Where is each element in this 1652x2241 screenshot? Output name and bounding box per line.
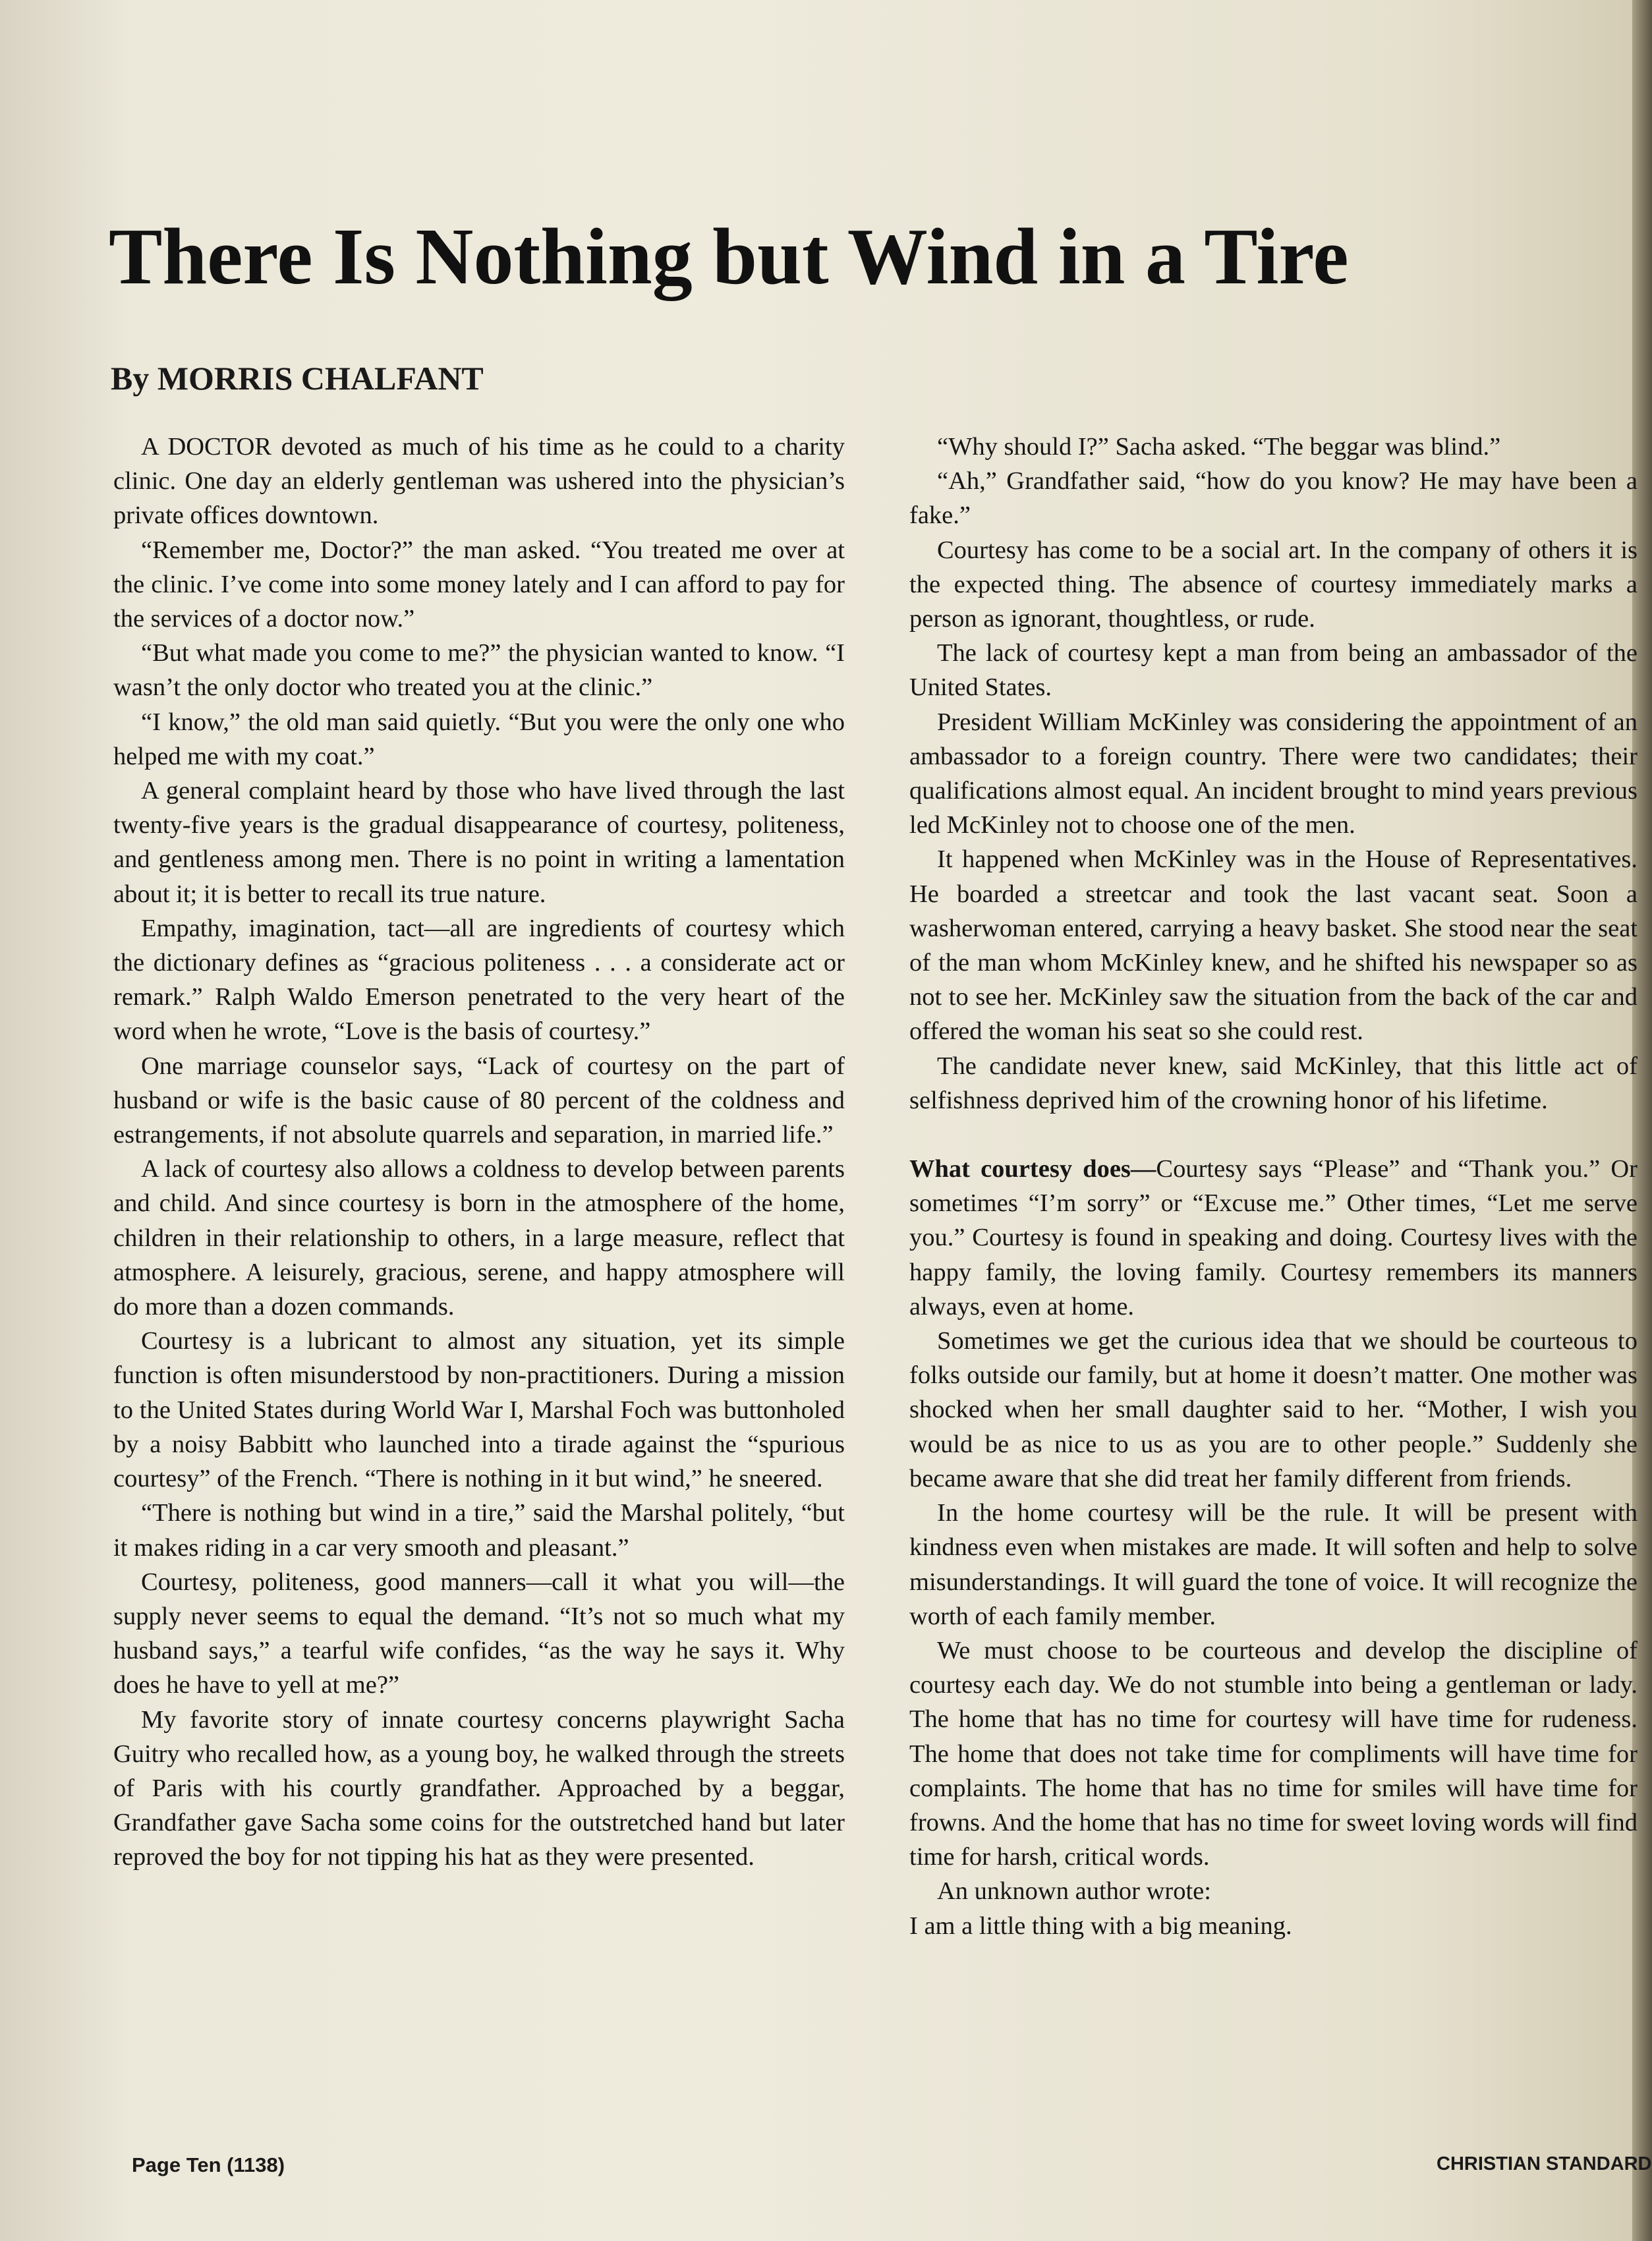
paragraph: “Remember me, Doctor?” the man asked. “You treated me over at the clinic. I’ve come into some money lately and I can afford to pay for the services of a doctor now.” [113, 536, 845, 633]
paragraph: A DOCTOR devoted as much of his time as he could to a charity clinic. One day an elderly gentleman was ushered into the physician’s private offices downtown. [113, 433, 845, 530]
right-column [909, 430, 1638, 2116]
paragraph: An unknown author wrote: [937, 1877, 1211, 1906]
paragraph: Sometimes we get the curious idea that we should be courteous to folks outside our family, but at home it doesn’t matter. One mother was shocked when her small daughter said to her. “Mother, I wish you would be as nice to us as you are to other people.” Suddenly she became aware that she did treat her family different from friends. [909, 1327, 1638, 1492]
paragraph: My favorite story of innate courtesy concerns playwright Sacha Guitry who recalled how, as a young boy, he walked through the streets of Paris with his courtly grandfather. Approached by a beggar, Grandfather gave Sacha some coins for the outstretched hand but later reproved the boy for not tipping his hat as they were presented. [113, 1705, 845, 1871]
subhead-paragraph [909, 1152, 1638, 1324]
publication-name: CHRISTIAN STANDARD [1437, 2153, 1652, 2174]
article-byline: By MORRIS CHALFANT [111, 360, 484, 397]
paragraph: “Why should I?” Sacha asked. “The beggar was blind.” [937, 433, 1501, 461]
paragraph: One marriage counselor says, “Lack of courtesy on the part of husband or wife is the basic cause of 80 percent of the coldness and estrangements, if not absolute quarrels and separation, in married life.” [113, 1052, 845, 1149]
paragraph: President William McKinley was considering the appointment of an ambassador to a foreign country. There were two candidates; their qualifications almost equal. An incident brought to mind years previous led McKinley not to choose one of the men. [909, 708, 1638, 839]
paragraph: “I know,” the old man said quietly. “But you were the only one who helped me with my coat.” [113, 708, 845, 770]
paragraph: Courtesy has come to be a social art. In the company of others it is the expected thing. The absence of courtesy immediately marks a person as ignorant, thoughtless, or rude. [909, 536, 1638, 633]
subhead-text: Courtesy says “Please” and “Thank you.” Or sometimes “I’m sorry” or “Excuse me.” Other times, “Let me serve you.” Courtesy is found in speaking and doing. Courtesy lives with the happy family, the loving family. Courtesy remembers its manners always, even at home. [909, 1155, 1638, 1320]
closing-line: I am a little thing with a big meaning. [909, 1912, 1292, 1940]
left-column [113, 430, 845, 2116]
paragraph: “But what made you come to me?” the physician wanted to know. “I wasn’t the only doctor who treated you at the clinic.” [113, 639, 845, 702]
paragraph: A general complaint heard by those who have lived through the last twenty-five years is the gradual disappearance of courtesy, politeness, and gentleness among men. There is no point in writing a lamentation about it; it is better to recall its true nature. [113, 777, 845, 908]
paragraph: Courtesy is a lubricant to almost any situation, yet its simple function is often misunderstood by non-practitioners. During a mission to the United States during World War I, Marshal Foch was buttonholed by a noisy Babbitt who launched into a tirade against the “spurious courtesy” of the French. “There is nothing in it but wind,” he sneered. [113, 1327, 845, 1493]
paragraph: Empathy, imagination, tact—all are ingredients of courtesy which the dictionary defines as “gracious politeness . . . a considerate act or remark.” Ralph Waldo Emerson penetrated to the very heart of the word when he wrote, “Love is the basis of courtesy.” [113, 914, 845, 1046]
subhead: What courtesy does— [909, 1155, 1156, 1183]
paragraph: Courtesy, politeness, good manners—call it what you will—the supply never seems to equal the demand. “It’s not so much what my husband says,” a tearful wife confides, “as the way he says it. Why does he have to yell at me?” [113, 1568, 845, 1699]
paragraph: The lack of courtesy kept a man from being an ambassador of the United States. [909, 639, 1638, 702]
article-title: There Is Nothing but Wind in a Tire [109, 212, 1349, 301]
paragraph: The candidate never knew, said McKinley, that this little act of selfishness deprived him of the crowning honor of his lifetime. [909, 1052, 1638, 1114]
paragraph: “There is nothing but wind in a tire,” said the Marshal politely, “but it makes riding in a car very smooth and pleasant.” [113, 1499, 845, 1562]
paragraph: A lack of courtesy also allows a coldness to develop between parents and child. And since courtesy is born in the atmosphere of the home, children in their relationship to others, in a large measure, reflect that atmosphere. A leisurely, gracious, serene, and happy atmosphere will do more than a dozen commands. [113, 1155, 845, 1321]
page-number: Page Ten (1138) [132, 2153, 285, 2176]
paragraph: We must choose to be courteous and develop the discipline of courtesy each day. We do not stumble into being a gentleman or lady. The home that has no time for courtesy will have time for rudeness. The home that does not take time for compliments will have time for complaints. The home that has no time for smiles will have time for frowns. And the home that has no time for sweet loving words will find time for harsh, critical words. [909, 1636, 1638, 1871]
paragraph: “Ah,” Grandfather said, “how do you know? He may have been a fake.” [909, 467, 1638, 530]
paragraph: In the home courtesy will be the rule. It will be present with kindness even when mistakes are made. It will soften and help to solve misunderstandings. It will guard the tone of voice. It will recognize the worth of each family member. [909, 1499, 1638, 1630]
paragraph: It happened when McKinley was in the House of Representatives. He boarded a streetcar and took the last vacant seat. Soon a washerwoman entered, carrying a heavy basket. She stood near the seat of the man whom McKinley knew, and he shifted his newspaper so as not to see her. McKinley saw the situation from the back of the car and offered the woman his seat so she could rest. [909, 845, 1638, 1046]
